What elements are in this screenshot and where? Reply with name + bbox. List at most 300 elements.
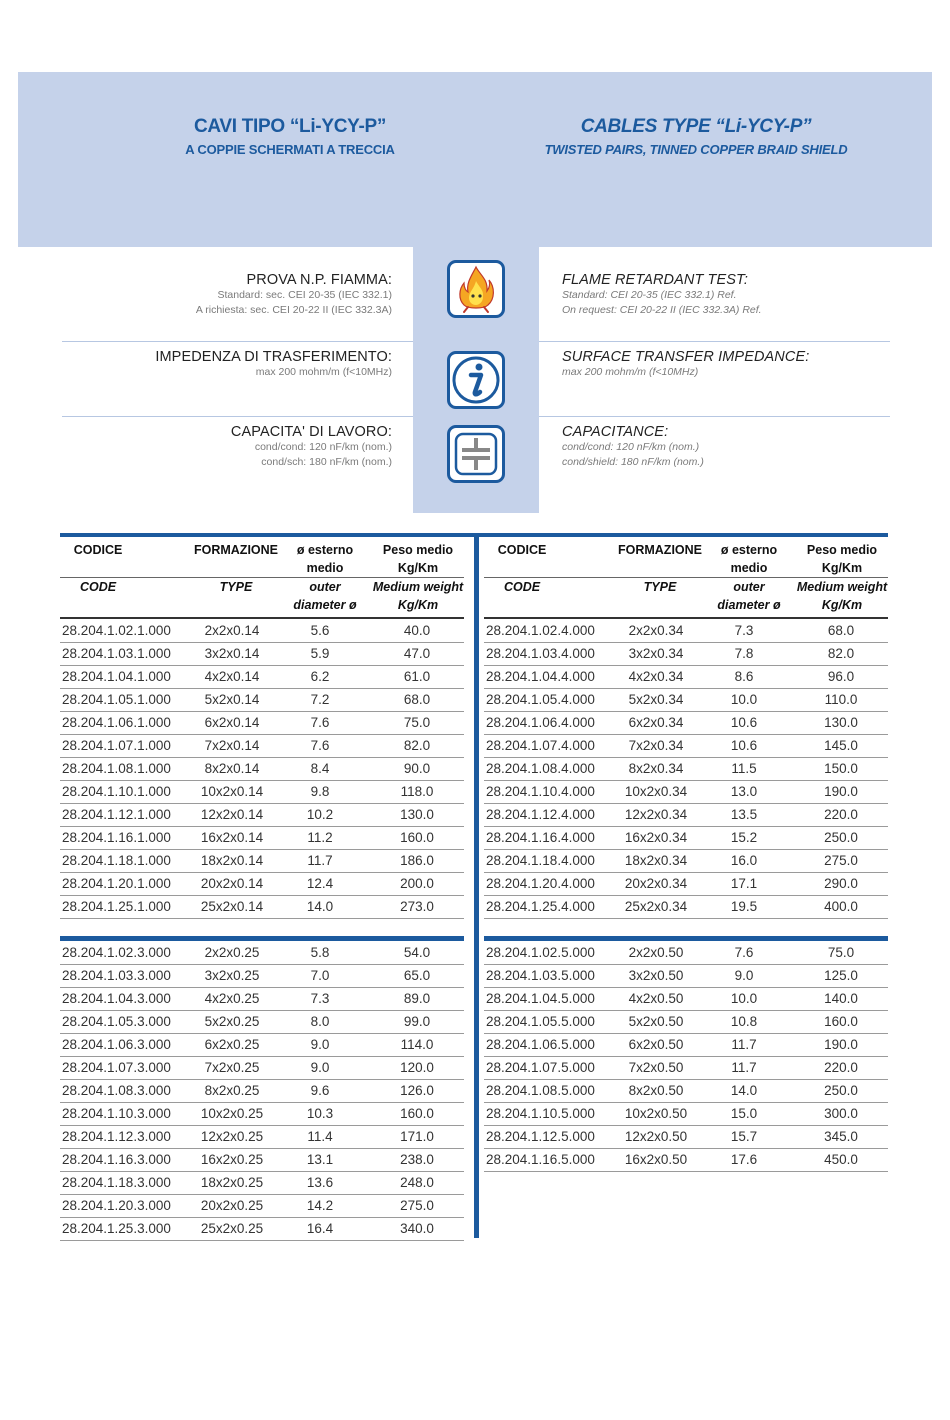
title-it: CAVI TIPO “Li-YCY-P”	[193, 116, 387, 137]
type-cell: 4x2x0.50	[628, 991, 684, 1006]
table-header-left	[60, 541, 464, 617]
table-row	[484, 758, 888, 781]
table-row	[60, 735, 464, 758]
weight-cell: 400.0	[824, 899, 858, 914]
diameter-cell: 7.3	[310, 991, 330, 1006]
diameter-cell: 6.2	[310, 669, 330, 684]
code-cell: 28.204.1.10.4.000	[486, 784, 595, 799]
weight-cell: 130.0	[824, 715, 858, 730]
table-row	[484, 735, 888, 758]
feature-line: Standard: sec. CEI 20-35 (IEC 332.1)	[217, 289, 392, 301]
type-cell: 16x2x0.25	[200, 1152, 264, 1167]
diameter-cell: 14.2	[306, 1198, 334, 1213]
diameter-cell: 19.5	[730, 899, 758, 914]
weight-cell: 150.0	[824, 761, 858, 776]
weight-cell: 273.0	[400, 899, 434, 914]
code-cell: 28.204.1.25.1.000	[62, 899, 171, 914]
code-cell: 28.204.1.06.3.000	[62, 1037, 171, 1052]
code-cell: 28.204.1.04.1.000	[62, 669, 171, 684]
divider	[539, 341, 890, 342]
weight-cell: 126.0	[400, 1083, 434, 1098]
type-cell: 25x2x0.25	[200, 1221, 264, 1236]
weight-cell: 47.0	[403, 646, 431, 661]
weight-cell: 82.0	[403, 738, 431, 753]
diameter-cell: 5.9	[310, 646, 330, 661]
diameter-cell: 17.6	[730, 1152, 758, 1167]
feature-title: PROVA N.P. FIAMMA:	[246, 272, 392, 288]
weight-cell: 250.0	[824, 830, 858, 845]
weight-cell: 275.0	[824, 853, 858, 868]
type-cell: 10x2x0.50	[624, 1106, 688, 1121]
weight-cell: 160.0	[824, 1014, 858, 1029]
code-cell: 28.204.1.02.3.000	[62, 945, 171, 960]
code-cell: 28.204.1.18.3.000	[62, 1175, 171, 1190]
feature-capacitance-it	[231, 424, 392, 470]
weight-cell: 65.0	[403, 968, 431, 983]
weight-cell: 99.0	[403, 1014, 431, 1029]
feature-line: cond/cond: 120 nF/km (nom.)	[254, 441, 392, 453]
table-row	[484, 620, 888, 643]
column-header-en: outer diameter ø	[717, 580, 781, 612]
type-cell: 8x2x0.14	[204, 761, 260, 776]
weight-cell: 160.0	[400, 1106, 434, 1121]
feature-line: max 200 mohm/m (f<10MHz)	[562, 366, 699, 378]
table-row	[60, 1172, 464, 1195]
feature-title: IMPEDENZA DI TRASFERIMENTO:	[155, 349, 392, 365]
weight-cell: 190.0	[824, 784, 858, 799]
table-row	[484, 1080, 888, 1103]
type-cell: 6x2x0.34	[628, 715, 684, 730]
code-cell: 28.204.1.05.4.000	[486, 692, 595, 707]
type-cell: 6x2x0.25	[204, 1037, 260, 1052]
feature-line: cond/cond: 120 nF/km (nom.)	[562, 441, 700, 453]
column-header: CODICE	[73, 543, 123, 557]
code-cell: 28.204.1.05.5.000	[486, 1014, 595, 1029]
header-banner	[18, 72, 932, 247]
diameter-cell: 15.2	[730, 830, 758, 845]
header-bottom-rule	[484, 617, 888, 619]
table-row	[60, 1057, 464, 1080]
type-cell: 12x2x0.50	[624, 1129, 688, 1144]
rows-right-bottom	[484, 942, 888, 1172]
header-bottom-rule	[60, 617, 464, 619]
info-icon	[447, 351, 505, 409]
table-row	[60, 666, 464, 689]
code-cell: 28.204.1.18.1.000	[62, 853, 171, 868]
weight-cell: 250.0	[824, 1083, 858, 1098]
diameter-cell: 11.7	[307, 853, 333, 868]
table-row	[60, 781, 464, 804]
code-cell: 28.204.1.02.4.000	[486, 623, 595, 638]
code-cell: 28.204.1.03.3.000	[62, 968, 171, 983]
diameter-cell: 10.3	[306, 1106, 334, 1121]
weight-cell: 220.0	[824, 807, 858, 822]
type-cell: 12x2x0.14	[200, 807, 264, 822]
weight-cell: 238.0	[400, 1152, 434, 1167]
type-cell: 2x2x0.34	[628, 623, 684, 638]
diameter-cell: 7.6	[734, 945, 754, 960]
subtitle-it: A COPPIE SCHERMATI A TRECCIA	[185, 142, 395, 157]
table-row	[484, 666, 888, 689]
type-cell: 4x2x0.25	[204, 991, 260, 1006]
weight-cell: 300.0	[824, 1106, 858, 1121]
type-cell: 12x2x0.25	[200, 1129, 264, 1144]
type-cell: 18x2x0.25	[200, 1175, 264, 1190]
weight-cell: 186.0	[400, 853, 434, 868]
type-cell: 16x2x0.34	[624, 830, 688, 845]
table-row	[60, 1034, 464, 1057]
capacitor-icon	[447, 425, 505, 483]
type-cell: 7x2x0.34	[628, 738, 684, 753]
table-row	[60, 1195, 464, 1218]
type-cell: 7x2x0.50	[628, 1060, 684, 1075]
section-bar	[484, 936, 888, 941]
weight-cell: 75.0	[403, 715, 431, 730]
code-cell: 28.204.1.07.4.000	[486, 738, 595, 753]
weight-cell: 290.0	[824, 876, 858, 891]
table-row	[60, 988, 464, 1011]
table-row	[60, 827, 464, 850]
title-en: CABLES TYPE “Li-YCY-P”	[580, 116, 812, 137]
table-row	[484, 804, 888, 827]
type-cell: 20x2x0.25	[200, 1198, 264, 1213]
type-cell: 2x2x0.14	[204, 623, 260, 638]
code-cell: 28.204.1.05.1.000	[62, 692, 171, 707]
type-cell: 5x2x0.50	[628, 1014, 684, 1029]
type-cell: 18x2x0.34	[624, 853, 688, 868]
table-row	[484, 1057, 888, 1080]
icon-column	[413, 247, 539, 513]
type-cell: 8x2x0.34	[628, 761, 684, 776]
table-row	[60, 689, 464, 712]
diameter-cell: 10.0	[730, 692, 758, 707]
column-header-en: Medium weight Kg/Km	[796, 580, 888, 612]
subtitle-en: TWISTED PAIRS, TINNED COPPER BRAID SHIELD	[544, 142, 848, 157]
feature-line: Standard: CEI 20-35 (IEC 332.1) Ref.	[562, 289, 737, 301]
weight-cell: 114.0	[400, 1037, 434, 1052]
code-cell: 28.204.1.08.5.000	[486, 1083, 595, 1098]
weight-cell: 140.0	[824, 991, 858, 1006]
weight-cell: 171.0	[400, 1129, 434, 1144]
table-row	[60, 896, 464, 919]
diameter-cell: 5.8	[310, 945, 330, 960]
code-cell: 28.204.1.12.1.000	[62, 807, 171, 822]
diameter-cell: 9.0	[310, 1060, 330, 1075]
code-cell: 28.204.1.08.3.000	[62, 1083, 171, 1098]
diameter-cell: 10.6	[730, 715, 758, 730]
diameter-cell: 8.4	[310, 761, 330, 776]
table-row	[484, 1126, 888, 1149]
rows-right-top	[484, 620, 888, 919]
code-cell: 28.204.1.04.3.000	[62, 991, 171, 1006]
table-row	[60, 1218, 464, 1241]
diameter-cell: 16.0	[730, 853, 758, 868]
table-row	[60, 643, 464, 666]
code-cell: 28.204.1.03.5.000	[486, 968, 595, 983]
diameter-cell: 9.0	[734, 968, 754, 983]
code-cell: 28.204.1.06.4.000	[486, 715, 595, 730]
table-row	[60, 965, 464, 988]
type-cell: 20x2x0.34	[624, 876, 688, 891]
column-header: CODICE	[497, 543, 547, 557]
weight-cell: 90.0	[403, 761, 431, 776]
diameter-cell: 7.3	[734, 623, 754, 638]
table-center-divider	[474, 533, 479, 1238]
code-cell: 28.204.1.16.3.000	[62, 1152, 171, 1167]
type-cell: 3x2x0.14	[204, 646, 260, 661]
feature-impedance-en	[562, 349, 809, 380]
diameter-cell: 13.1	[306, 1152, 334, 1167]
type-cell: 16x2x0.14	[200, 830, 264, 845]
table-row	[484, 1103, 888, 1126]
code-cell: 28.204.1.10.1.000	[62, 784, 171, 799]
code-cell: 28.204.1.12.4.000	[486, 807, 595, 822]
column-header: Peso medio Kg/Km	[382, 543, 454, 575]
code-cell: 28.204.1.12.3.000	[62, 1129, 171, 1144]
diameter-cell: 8.0	[310, 1014, 330, 1029]
weight-cell: 145.0	[824, 738, 858, 753]
weight-cell: 275.0	[400, 1198, 434, 1213]
header-divider	[60, 577, 464, 578]
divider	[62, 341, 413, 342]
diameter-cell: 14.0	[730, 1083, 758, 1098]
weight-cell: 82.0	[827, 646, 855, 661]
weight-cell: 220.0	[824, 1060, 858, 1075]
table-row	[60, 1080, 464, 1103]
table-row	[60, 942, 464, 965]
column-header: ø esterno medio	[720, 543, 778, 575]
type-cell: 7x2x0.25	[204, 1060, 260, 1075]
table-row	[60, 712, 464, 735]
weight-cell: 130.0	[400, 807, 434, 822]
type-cell: 4x2x0.14	[204, 669, 260, 684]
diameter-cell: 9.6	[310, 1083, 330, 1098]
code-cell: 28.204.1.08.1.000	[62, 761, 171, 776]
diameter-cell: 11.4	[307, 1129, 333, 1144]
weight-cell: 54.0	[403, 945, 431, 960]
type-cell: 6x2x0.50	[628, 1037, 684, 1052]
table-row	[60, 873, 464, 896]
diameter-cell: 10.6	[730, 738, 758, 753]
feature-capacitance-en	[562, 424, 704, 470]
code-cell: 28.204.1.25.4.000	[486, 899, 595, 914]
type-cell: 8x2x0.25	[204, 1083, 260, 1098]
code-cell: 28.204.1.06.1.000	[62, 715, 171, 730]
table-row	[484, 850, 888, 873]
code-cell: 28.204.1.10.5.000	[486, 1106, 595, 1121]
type-cell: 10x2x0.34	[624, 784, 688, 799]
type-cell: 10x2x0.25	[200, 1106, 264, 1121]
type-cell: 5x2x0.25	[204, 1014, 260, 1029]
rows-left-bottom	[60, 942, 464, 1241]
table-row	[484, 827, 888, 850]
feature-line: cond/shield: 180 nF/km (nom.)	[562, 456, 704, 468]
table-row	[484, 942, 888, 965]
feature-title: CAPACITANCE:	[562, 424, 669, 440]
type-cell: 20x2x0.14	[200, 876, 264, 891]
code-cell: 28.204.1.08.4.000	[486, 761, 595, 776]
column-header: FORMAZIONE	[193, 543, 279, 557]
feature-impedance-it	[155, 349, 392, 380]
weight-cell: 200.0	[400, 876, 434, 891]
diameter-cell: 10.8	[730, 1014, 758, 1029]
code-cell: 28.204.1.16.4.000	[486, 830, 595, 845]
section-bar	[60, 936, 464, 941]
column-header-en: TYPE	[219, 580, 253, 594]
type-cell: 10x2x0.14	[200, 784, 264, 799]
code-cell: 28.204.1.02.5.000	[486, 945, 595, 960]
type-cell: 18x2x0.14	[200, 853, 264, 868]
code-cell: 28.204.1.20.4.000	[486, 876, 595, 891]
flame-icon	[447, 260, 505, 318]
column-header-en: CODE	[79, 580, 117, 594]
header-divider	[484, 577, 888, 578]
column-header-en: CODE	[503, 580, 541, 594]
code-cell: 28.204.1.07.3.000	[62, 1060, 171, 1075]
diameter-cell: 11.5	[731, 761, 757, 776]
code-cell: 28.204.1.18.4.000	[486, 853, 595, 868]
type-cell: 3x2x0.50	[628, 968, 684, 983]
type-cell: 25x2x0.34	[624, 899, 688, 914]
code-cell: 28.204.1.12.5.000	[486, 1129, 595, 1144]
weight-cell: 118.0	[400, 784, 434, 799]
type-cell: 12x2x0.34	[624, 807, 688, 822]
code-cell: 28.204.1.20.1.000	[62, 876, 171, 891]
weight-cell: 89.0	[403, 991, 431, 1006]
table-row	[484, 988, 888, 1011]
diameter-cell: 11.7	[731, 1060, 757, 1075]
column-header-en: outer diameter ø	[293, 580, 357, 612]
diameter-cell: 10.2	[306, 807, 334, 822]
table-row	[60, 620, 464, 643]
code-cell: 28.204.1.07.5.000	[486, 1060, 595, 1075]
code-cell: 28.204.1.07.1.000	[62, 738, 171, 753]
table-row	[484, 1149, 888, 1172]
table-row	[484, 643, 888, 666]
table-row	[484, 689, 888, 712]
diameter-cell: 11.7	[731, 1037, 757, 1052]
weight-cell: 340.0	[400, 1221, 434, 1236]
diameter-cell: 9.8	[310, 784, 330, 799]
table-row	[484, 1034, 888, 1057]
table-row	[60, 804, 464, 827]
weight-cell: 75.0	[827, 945, 855, 960]
code-cell: 28.204.1.04.4.000	[486, 669, 595, 684]
weight-cell: 61.0	[403, 669, 431, 684]
feature-line: cond/sch: 180 nF/km (nom.)	[261, 456, 392, 468]
weight-cell: 190.0	[824, 1037, 858, 1052]
type-cell: 6x2x0.14	[204, 715, 260, 730]
weight-cell: 110.0	[824, 692, 858, 707]
table-row	[60, 1126, 464, 1149]
code-cell: 28.204.1.16.1.000	[62, 830, 171, 845]
code-cell: 28.204.1.02.1.000	[62, 623, 171, 638]
feature-flame-en	[562, 272, 762, 318]
table-row	[60, 1103, 464, 1126]
diameter-cell: 7.6	[310, 715, 330, 730]
diameter-cell: 7.2	[310, 692, 330, 707]
code-cell: 28.204.1.16.5.000	[486, 1152, 595, 1167]
type-cell: 5x2x0.34	[628, 692, 684, 707]
type-cell: 3x2x0.34	[628, 646, 684, 661]
column-header: ø esterno medio	[296, 543, 354, 575]
column-header: Peso medio Kg/Km	[806, 543, 878, 575]
diameter-cell: 15.0	[730, 1106, 758, 1121]
diameter-cell: 5.6	[310, 623, 330, 638]
diameter-cell: 7.0	[310, 968, 330, 983]
diameter-cell: 13.5	[730, 807, 758, 822]
table-row	[60, 1149, 464, 1172]
diameter-cell: 7.8	[734, 646, 754, 661]
feature-title: CAPACITA' DI LAVORO:	[230, 424, 392, 440]
type-cell: 25x2x0.14	[200, 899, 264, 914]
diameter-cell: 13.6	[306, 1175, 334, 1190]
diameter-cell: 8.6	[734, 669, 754, 684]
table-row	[484, 896, 888, 919]
type-cell: 7x2x0.14	[204, 738, 260, 753]
type-cell: 8x2x0.50	[628, 1083, 684, 1098]
diameter-cell: 14.0	[306, 899, 334, 914]
feature-title: SURFACE TRANSFER IMPEDANCE:	[562, 349, 810, 365]
diameter-cell: 11.2	[307, 830, 333, 845]
type-cell: 16x2x0.50	[624, 1152, 688, 1167]
weight-cell: 68.0	[403, 692, 431, 707]
code-cell: 28.204.1.10.3.000	[62, 1106, 171, 1121]
diameter-cell: 12.4	[306, 876, 334, 891]
code-cell: 28.204.1.03.1.000	[62, 646, 171, 661]
diameter-cell: 10.0	[730, 991, 758, 1006]
table-row	[60, 850, 464, 873]
weight-cell: 450.0	[824, 1152, 858, 1167]
feature-flame-it	[196, 272, 392, 318]
type-cell: 2x2x0.50	[628, 945, 684, 960]
rows-left-top	[60, 620, 464, 919]
diameter-cell: 15.7	[730, 1129, 758, 1144]
type-cell: 2x2x0.25	[204, 945, 260, 960]
code-cell: 28.204.1.04.5.000	[486, 991, 595, 1006]
table-row	[60, 1011, 464, 1034]
code-cell: 28.204.1.25.3.000	[62, 1221, 171, 1236]
divider	[539, 416, 890, 417]
table-row	[484, 781, 888, 804]
feature-title: FLAME RETARDANT TEST:	[562, 272, 749, 288]
code-cell: 28.204.1.06.5.000	[486, 1037, 595, 1052]
weight-cell: 248.0	[400, 1175, 434, 1190]
diameter-cell: 16.4	[306, 1221, 334, 1236]
table-header-right	[484, 541, 888, 617]
weight-cell: 96.0	[827, 669, 855, 684]
diameter-cell: 13.0	[730, 784, 758, 799]
weight-cell: 125.0	[824, 968, 858, 983]
weight-cell: 345.0	[824, 1129, 858, 1144]
feature-line: A richiesta: sec. CEI 20-22 II (IEC 332.3A)	[195, 304, 392, 316]
weight-cell: 68.0	[827, 623, 855, 638]
column-header: FORMAZIONE	[617, 543, 703, 557]
weight-cell: 40.0	[403, 623, 431, 638]
diameter-cell: 7.6	[310, 738, 330, 753]
type-cell: 4x2x0.34	[628, 669, 684, 684]
code-cell: 28.204.1.20.3.000	[62, 1198, 171, 1213]
table-row	[484, 712, 888, 735]
table-row	[484, 1011, 888, 1034]
type-cell: 5x2x0.14	[204, 692, 260, 707]
table-row	[484, 873, 888, 896]
column-header-en: TYPE	[643, 580, 677, 594]
feature-line: On request: CEI 20-22 II (IEC 332.3A) Ref.	[562, 304, 762, 316]
code-cell: 28.204.1.03.4.000	[486, 646, 595, 661]
diameter-cell: 9.0	[310, 1037, 330, 1052]
divider	[62, 416, 413, 417]
